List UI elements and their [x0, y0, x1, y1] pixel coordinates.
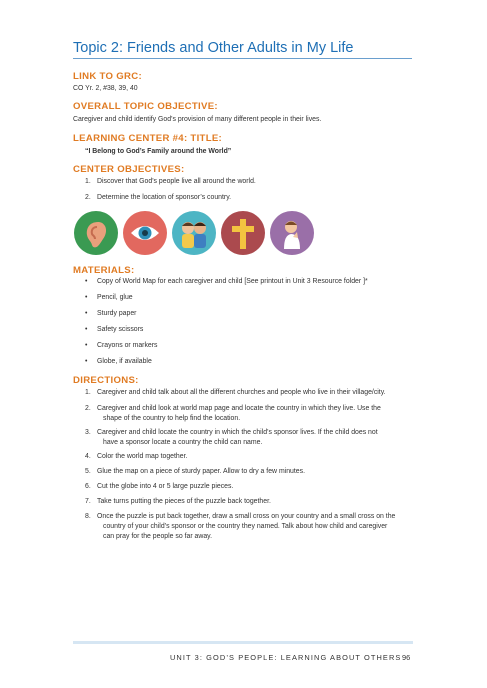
link-text: CO Yr. 2, #38, 39, 40 — [73, 85, 138, 92]
learning-center-title: “I Belong to God’s Family around the World” — [85, 148, 232, 155]
objective-heading: OVERALL TOPIC OBJECTIVE: — [73, 101, 218, 112]
link-heading: LINK TO GRC: — [73, 71, 142, 82]
center-objectives-heading: CENTER OBJECTIVES: — [73, 164, 185, 175]
document-page: Topic 2: Friends and Other Adults in My Life LINK TO GRC: CO Yr. 2, #38, 39, 40 OVERALL TOPIC OBJECTIVE: Caregiver and child identify God’s provision of many different people in their lives. LEARNING CENTER #4: TITLE: “I Belong to God’s Family around the World” CENTER OBJECTIVES: 1. Discover that God’s people live all around the world. 2. Determine the location of sponsor’s country. MATERIALS: • Copy of World Map for each caregiver and child [See printout in Unit 3 Resource folder ]* • Pencil, glue • Sturdy paper • Safety scissors • Crayons or markers • Globe, if available DIRECTIONS: 1. Caregiver and child talk about all the different churches and people who live in their village/city. 2. Caregiver and child look at world map page and locate the country in which they live. Use the shape of the country to help find the location. 3. Caregiver and child locate the country in which the child’s sponsor lives. If the child does not have a sponsor locate a country the child can name. 4. Color the world map together. 5. Glue the map on a piece of sturdy paper. Allow to dry a few minutes. 6. Cut the globe into 4 or 5 large puzzle pieces. 7. Take turns putting the pieces of the puzzle back together. 8. Once the puzzle is put back together, draw a small cross on your country and a small cross on the country of your child’s sponsor or the country they named. Talk about how child and caregiver can pray for the people so far away. UNIT 3: GOD’S PEOPLE: LEARNING ABOUT OTHERS 96 — [0, 0, 487, 688]
activity-icons-row — [74, 211, 314, 255]
eye-icon — [123, 211, 167, 255]
directions-heading: DIRECTIONS: — [73, 375, 139, 386]
footer-unit-title: UNIT 3: GOD’S PEOPLE: LEARNING ABOUT OTHERS — [170, 653, 402, 662]
cross-icon — [221, 211, 265, 255]
ear-icon — [74, 211, 118, 255]
page-title: Topic 2: Friends and Other Adults in My Life — [73, 40, 354, 56]
title-divider — [73, 58, 412, 59]
footer-divider — [73, 641, 413, 644]
children-icon — [172, 211, 216, 255]
learning-center-heading: LEARNING CENTER #4: TITLE: — [73, 133, 223, 144]
page-number: 96 — [402, 653, 411, 662]
materials-heading: MATERIALS: — [73, 265, 135, 276]
objective-text: Caregiver and child identify God’s provision of many different people in their lives. — [73, 116, 322, 123]
praying-child-icon — [270, 211, 314, 255]
